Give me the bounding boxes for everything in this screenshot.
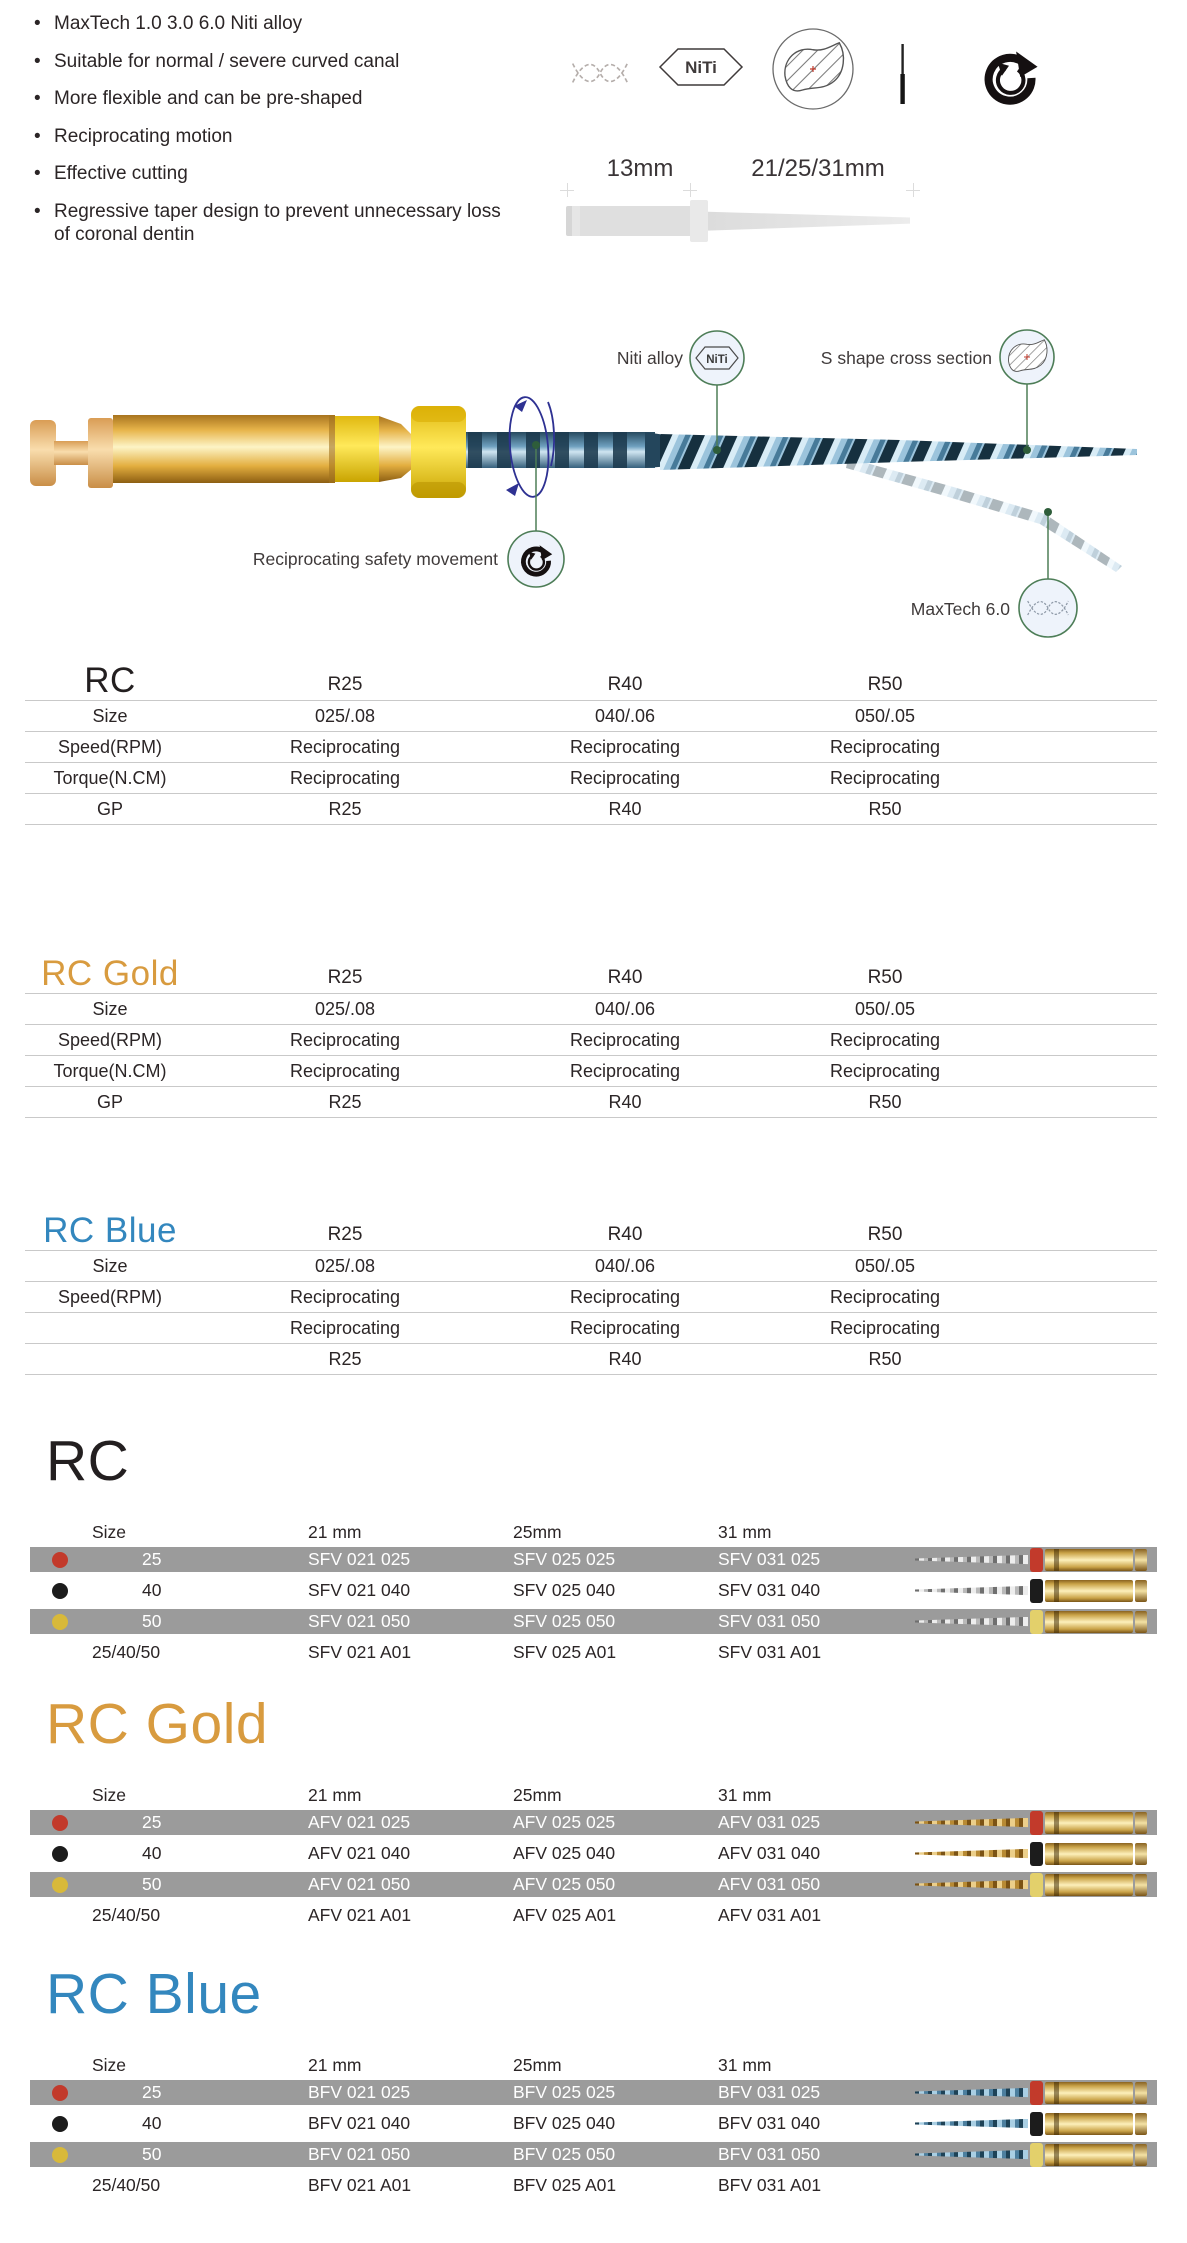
spec-row xyxy=(25,763,1157,794)
annotation-s-shape xyxy=(821,330,1054,454)
spec-table-rc xyxy=(25,654,1157,825)
feature-list xyxy=(28,12,508,261)
spec-col-header: R25 xyxy=(327,1224,363,1245)
spec-cell: R50 xyxy=(868,1348,902,1369)
file-photo xyxy=(915,2112,1147,2136)
section-title: RC Gold xyxy=(46,1692,269,1756)
order-code: AFV 021 A01 xyxy=(308,1905,412,1925)
spec-row-label: Size xyxy=(92,705,128,726)
order-header-row xyxy=(30,1783,1157,1807)
spec-cell: 040/.06 xyxy=(594,705,656,726)
file-photo xyxy=(915,1842,1147,1866)
niti-badge-label: NiTi xyxy=(685,58,717,77)
order-col-header: 31 mm xyxy=(718,1521,772,1542)
file-flute xyxy=(660,434,1137,470)
order-col-header: 25mm xyxy=(513,1784,562,1805)
spec-cell: R40 xyxy=(608,798,642,819)
order-code: AFV 025 A01 xyxy=(513,1905,617,1925)
spec-row-label: Speed(RPM) xyxy=(57,736,163,757)
spec-row xyxy=(25,1087,1157,1118)
file-photo xyxy=(915,2081,1147,2105)
order-code: BFV 031 025 xyxy=(718,2082,821,2102)
spec-cell: Reciprocating xyxy=(289,736,401,757)
spec-cell: R50 xyxy=(868,798,902,819)
order-header-row xyxy=(30,2053,1157,2077)
order-col-header: Size xyxy=(92,1521,127,1542)
spec-row-label: Torque(N.CM) xyxy=(53,1060,167,1081)
spec-cell: Reciprocating xyxy=(289,1286,401,1307)
file-length-label: 21/25/31mm xyxy=(751,155,885,182)
order-code: BFV 021 050 xyxy=(308,2144,411,2164)
file-photo xyxy=(915,1610,1147,1634)
spec-col-header: R40 xyxy=(607,1224,643,1245)
order-code: AFV 021 040 xyxy=(308,1843,411,1863)
spec-cell: Reciprocating xyxy=(829,1060,941,1081)
reciprocating-icon xyxy=(982,50,1038,106)
spec-row-label: Size xyxy=(92,998,128,1019)
niti-alloy-icon xyxy=(658,46,744,88)
spec-cell: Reciprocating xyxy=(289,1060,401,1081)
order-size: 40 xyxy=(142,1580,162,1600)
spec-row-label: Size xyxy=(92,1255,128,1276)
spec-row xyxy=(25,994,1157,1025)
file-silhouette-collar xyxy=(690,200,708,242)
spec-row xyxy=(25,1282,1157,1313)
order-code: AFV 021 025 xyxy=(308,1812,411,1832)
file-photo xyxy=(915,2143,1147,2167)
order-row xyxy=(30,1578,1157,1603)
order-row xyxy=(30,1609,1157,1634)
order-code: SFV 021 040 xyxy=(308,1580,411,1600)
order-col-header: 21 mm xyxy=(308,1521,362,1542)
order-code: AFV 025 025 xyxy=(513,1812,616,1832)
file-photo xyxy=(915,1548,1147,1572)
spec-cell: 040/.06 xyxy=(594,1255,656,1276)
order-col-header: 25mm xyxy=(513,2054,562,2075)
spec-row xyxy=(25,1344,1157,1375)
order-code: BFV 025 040 xyxy=(513,2113,616,2133)
feature-item: • Effective cutting xyxy=(28,162,508,186)
spec-row-label: Speed(RPM) xyxy=(57,1286,163,1307)
spec-cell: 040/.06 xyxy=(594,998,656,1019)
spec-table-rc-blue xyxy=(25,1204,1157,1375)
spec-table-title: RC xyxy=(84,661,136,700)
order-row xyxy=(30,1810,1157,1835)
spec-cell: 025/.08 xyxy=(314,705,376,726)
spec-cell: Reciprocating xyxy=(569,1060,681,1081)
spec-cell: Reciprocating xyxy=(569,1029,681,1050)
section-title: RC Blue xyxy=(46,1962,262,2026)
spec-cell: Reciprocating xyxy=(829,1317,941,1338)
order-size: 25/40/50 xyxy=(92,2175,161,2195)
order-size: 25 xyxy=(142,1812,162,1832)
spec-cell: Reciprocating xyxy=(829,767,941,788)
spec-row xyxy=(25,1251,1157,1282)
spec-row-label: Torque(N.CM) xyxy=(53,767,167,788)
order-code: BFV 031 A01 xyxy=(718,2175,822,2195)
spec-cell: 025/.08 xyxy=(314,998,376,1019)
spec-col-header: R40 xyxy=(607,674,643,695)
spec-col-header: R40 xyxy=(607,967,643,988)
size-40-dot-icon xyxy=(52,1846,68,1862)
s-shape-label: S shape cross section xyxy=(820,348,992,368)
spec-col-header: R25 xyxy=(327,967,363,988)
file-flute-ghost xyxy=(846,458,1122,572)
spec-cell: Reciprocating xyxy=(829,1286,941,1307)
size-25-dot-icon xyxy=(52,2085,68,2101)
flex-wave-icon xyxy=(570,50,630,96)
order-row xyxy=(30,2142,1157,2167)
spec-col-header: R25 xyxy=(327,674,363,695)
order-code: SFV 025 040 xyxy=(513,1580,616,1600)
product-diagram xyxy=(0,255,1187,655)
order-row xyxy=(30,1903,1157,1928)
order-code: BFV 025 A01 xyxy=(513,2175,617,2195)
shank-length-label: 13mm xyxy=(606,155,674,182)
spec-cell: Reciprocating xyxy=(569,1286,681,1307)
file-photo xyxy=(915,1811,1147,1835)
order-row xyxy=(30,1547,1157,1572)
order-code: AFV 031 025 xyxy=(718,1812,821,1832)
order-code: BFV 031 040 xyxy=(718,2113,821,2133)
spec-cell: 050/.05 xyxy=(854,1255,916,1276)
file-icon xyxy=(897,44,909,108)
spec-cell: R25 xyxy=(328,798,362,819)
file-handle xyxy=(30,406,466,498)
size-25-dot-icon xyxy=(52,1552,68,1568)
order-section-rc-gold xyxy=(0,1692,1187,1934)
order-code: BFV 021 A01 xyxy=(308,2175,412,2195)
order-row xyxy=(30,2173,1157,2198)
maxtech-label: MaxTech 6.0 xyxy=(910,599,1010,619)
spec-cell: R40 xyxy=(608,1091,642,1112)
order-code: AFV 031 A01 xyxy=(718,1905,822,1925)
order-size: 50 xyxy=(142,1611,162,1631)
order-section-rc-blue xyxy=(0,1962,1187,2204)
spec-cell: Reciprocating xyxy=(569,736,681,757)
order-code: BFV 021 025 xyxy=(308,2082,411,2102)
order-code: SFV 031 040 xyxy=(718,1580,821,1600)
order-col-header: 25mm xyxy=(513,1521,562,1542)
order-code: AFV 025 040 xyxy=(513,1843,616,1863)
order-size: 40 xyxy=(142,1843,162,1863)
spec-row xyxy=(25,701,1157,732)
spec-table-title: RC Gold xyxy=(41,954,179,993)
spec-cell: Reciprocating xyxy=(569,767,681,788)
file-photo xyxy=(915,1873,1147,1897)
niti-alloy-label: Niti alloy xyxy=(616,348,683,368)
order-section-rc xyxy=(0,1429,1187,1671)
spec-row-label: GP xyxy=(96,798,123,819)
size-40-dot-icon xyxy=(52,1583,68,1599)
feature-item: • Reciprocating motion xyxy=(28,125,508,149)
order-code: SFV 031 A01 xyxy=(718,1642,822,1662)
order-code: SFV 031 050 xyxy=(718,1611,821,1631)
spec-col-header: R50 xyxy=(867,967,903,988)
order-size: 25/40/50 xyxy=(92,1905,161,1925)
order-code: SFV 025 050 xyxy=(513,1611,616,1631)
spec-cell: 025/.08 xyxy=(314,1255,376,1276)
tick-mark xyxy=(683,183,697,197)
spec-cell: R50 xyxy=(868,1091,902,1112)
spec-row xyxy=(25,732,1157,763)
order-col-header: Size xyxy=(92,2054,127,2075)
spec-row xyxy=(25,1056,1157,1087)
order-size: 50 xyxy=(142,2144,162,2164)
order-code: AFV 025 050 xyxy=(513,1874,616,1894)
spec-row-label: GP xyxy=(96,1091,123,1112)
order-size: 50 xyxy=(142,1874,162,1894)
order-row xyxy=(30,1872,1157,1897)
spec-row xyxy=(25,1025,1157,1056)
spec-cell: 050/.05 xyxy=(854,998,916,1019)
order-col-header: Size xyxy=(92,1784,127,1805)
order-code: BFV 025 050 xyxy=(513,2144,616,2164)
order-col-header: 31 mm xyxy=(718,2054,772,2075)
feature-item: • MaxTech 1.0 3.0 6.0 Niti alloy xyxy=(28,12,508,36)
order-code: BFV 021 040 xyxy=(308,2113,411,2133)
file-silhouette-handle xyxy=(566,206,692,236)
spec-cell: Reciprocating xyxy=(569,1317,681,1338)
order-code: SFV 031 025 xyxy=(718,1549,821,1569)
order-code: SFV 021 025 xyxy=(308,1549,411,1569)
order-code: SFV 025 A01 xyxy=(513,1642,617,1662)
feature-item: • Regressive taper design to prevent unnecessary loss of coronal dentin xyxy=(28,200,508,247)
order-col-header: 21 mm xyxy=(308,1784,362,1805)
file-silhouette-shaft xyxy=(708,210,910,232)
order-size: 25/40/50 xyxy=(92,1642,161,1662)
handle-yellow-band xyxy=(335,416,379,482)
spec-cell: 050/.05 xyxy=(854,705,916,726)
order-row xyxy=(30,1841,1157,1866)
order-code: SFV 021 050 xyxy=(308,1611,411,1631)
spec-cell: Reciprocating xyxy=(829,1029,941,1050)
order-size: 40 xyxy=(142,2113,162,2133)
order-row xyxy=(30,1640,1157,1665)
spec-row-label: Speed(RPM) xyxy=(57,1029,163,1050)
size-50-dot-icon xyxy=(52,2147,68,2163)
feature-item: • More flexible and can be pre-shaped xyxy=(28,87,508,111)
spec-cell: R40 xyxy=(608,1348,642,1369)
order-code: BFV 025 025 xyxy=(513,2082,616,2102)
feature-item: • Suitable for normal / severe curved canal xyxy=(28,50,508,74)
tick-mark xyxy=(906,183,920,197)
file-photo xyxy=(915,1579,1147,1603)
spec-row xyxy=(25,1313,1157,1344)
spec-cell: R25 xyxy=(328,1348,362,1369)
order-row xyxy=(30,2080,1157,2105)
order-code: SFV 021 A01 xyxy=(308,1642,412,1662)
order-code: AFV 031 040 xyxy=(718,1843,821,1863)
size-40-dot-icon xyxy=(52,2116,68,2132)
spec-cell: Reciprocating xyxy=(289,1317,401,1338)
order-code: AFV 031 050 xyxy=(718,1874,821,1894)
order-header-row xyxy=(30,1520,1157,1544)
size-50-dot-icon xyxy=(52,1614,68,1630)
niti-badge-small: NiTi xyxy=(706,354,728,366)
order-code: SFV 025 025 xyxy=(513,1549,616,1569)
spec-cell: Reciprocating xyxy=(829,736,941,757)
s-cross-section-icon xyxy=(770,26,856,112)
order-size: 25 xyxy=(142,2082,162,2102)
spec-table-title: RC Blue xyxy=(43,1211,177,1250)
order-col-header: 21 mm xyxy=(308,2054,362,2075)
reciprocating-label: Reciprocating safety movement xyxy=(252,549,498,569)
spec-col-header: R50 xyxy=(867,674,903,695)
size-50-dot-icon xyxy=(52,1877,68,1893)
section-title: RC xyxy=(46,1429,130,1493)
order-code: AFV 021 050 xyxy=(308,1874,411,1894)
spec-cell: R25 xyxy=(328,1091,362,1112)
order-code: BFV 031 050 xyxy=(718,2144,821,2164)
spec-row xyxy=(25,794,1157,825)
order-col-header: 31 mm xyxy=(718,1784,772,1805)
size-25-dot-icon xyxy=(52,1815,68,1831)
tick-mark xyxy=(560,183,574,197)
order-row xyxy=(30,2111,1157,2136)
spec-cell: Reciprocating xyxy=(289,767,401,788)
spec-table-rc-gold xyxy=(25,947,1157,1118)
spec-col-header: R50 xyxy=(867,1224,903,1245)
order-size: 25 xyxy=(142,1549,162,1569)
spec-cell: Reciprocating xyxy=(289,1029,401,1050)
